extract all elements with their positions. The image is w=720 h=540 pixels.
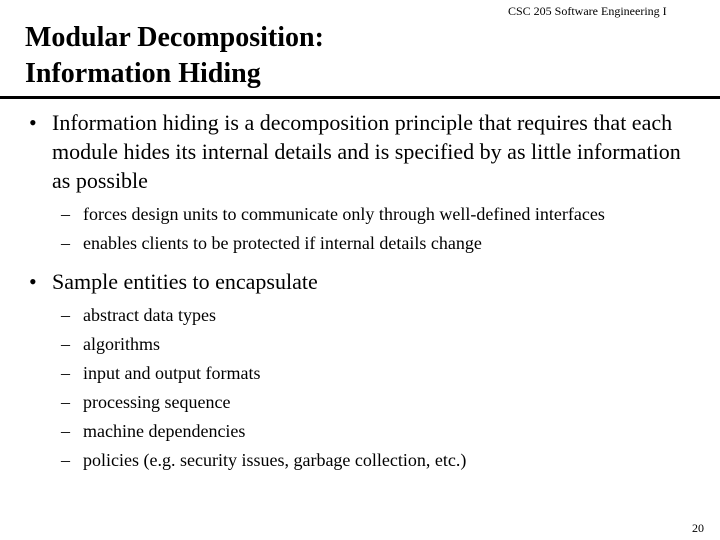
- sub-bullet-item: [0, 229, 720, 258]
- sub-bullet-item: [0, 200, 720, 229]
- page-number: 20: [692, 521, 704, 535]
- sub-bullet-item: [0, 446, 720, 475]
- sub-bullet-item: [0, 388, 720, 417]
- sub-bullet-text: machine dependencies: [83, 421, 246, 441]
- bullet-item: [0, 108, 720, 195]
- sub-bullet-item: [0, 301, 720, 330]
- course-header: CSC 205 Software Engineering I: [508, 4, 667, 18]
- dash-marker: –: [61, 392, 70, 412]
- dash-marker: –: [61, 363, 70, 383]
- dash-marker: –: [61, 233, 70, 253]
- sub-bullet-text: processing sequence: [83, 392, 231, 412]
- sub-bullet-text: forces design units to communicate only through well-defined interfaces: [83, 204, 605, 224]
- bullet-text: Information hiding is a decomposition principle that requires that each module hides its internal details and is specified by as little information as possible: [52, 110, 681, 193]
- title-divider: [0, 96, 720, 99]
- sub-bullet-text: input and output formats: [83, 363, 261, 383]
- sub-bullet-text: enables clients to be protected if internal details change: [83, 233, 482, 253]
- dash-marker: –: [61, 204, 70, 224]
- bullet-text: Sample entities to encapsulate: [52, 269, 318, 294]
- bullet-marker: •: [29, 110, 37, 135]
- sub-bullet-text: algorithms: [83, 334, 160, 354]
- dash-marker: –: [61, 421, 70, 441]
- slide-title-line-2: Information Hiding: [25, 58, 261, 89]
- slide-title-line-1: Modular Decomposition:: [25, 22, 324, 53]
- sub-bullet-item: [0, 359, 720, 388]
- sub-bullet-text: abstract data types: [83, 305, 216, 325]
- sub-bullet-item: [0, 330, 720, 359]
- sub-bullet-item: [0, 417, 720, 446]
- dash-marker: –: [61, 305, 70, 325]
- bullet-marker: •: [29, 269, 37, 294]
- dash-marker: –: [61, 450, 70, 470]
- slide-body: [0, 108, 720, 475]
- bullet-item: [0, 267, 720, 296]
- dash-marker: –: [61, 334, 70, 354]
- slide-title: [25, 20, 324, 92]
- sub-bullet-text: policies (e.g. security issues, garbage collection, etc.): [83, 450, 467, 470]
